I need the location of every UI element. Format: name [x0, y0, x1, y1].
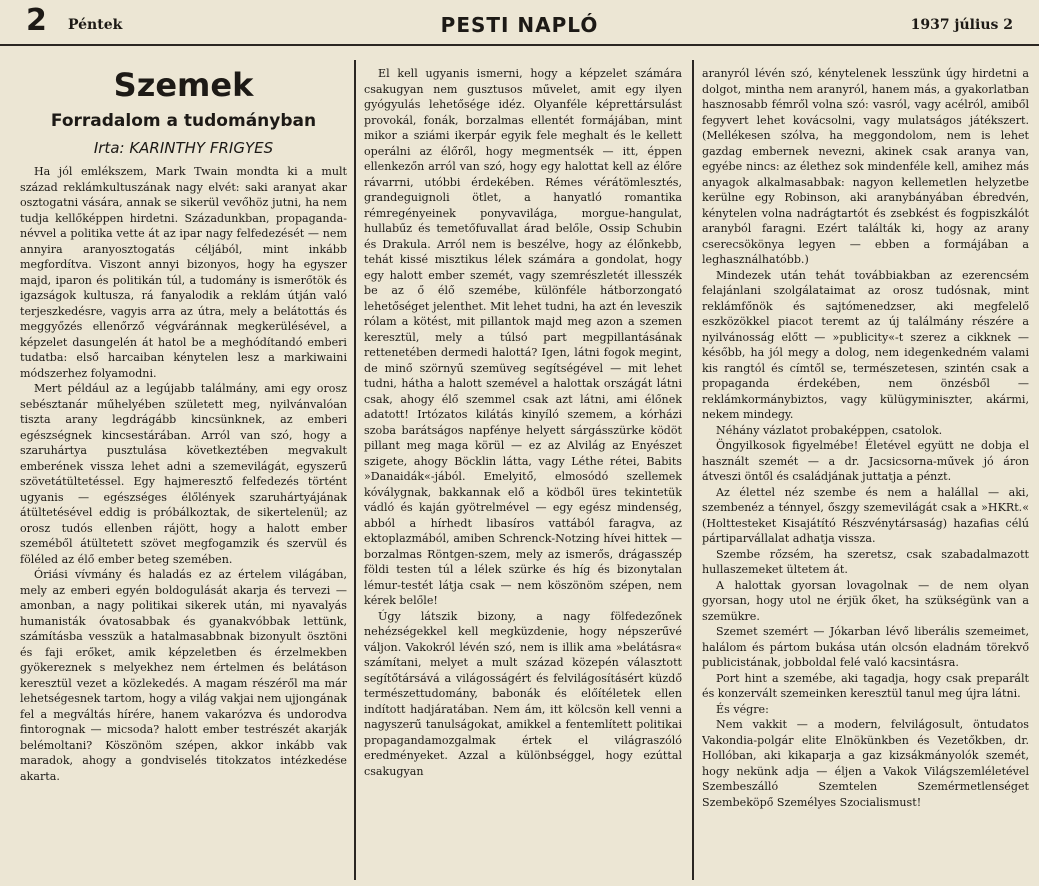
issue-date: 1937 július 2 [910, 17, 1013, 33]
article-subtitle: Forradalom a tudományban [50, 111, 317, 131]
column-rule [354, 60, 356, 880]
paragraph: És végre: [716, 702, 769, 716]
paragraph: Úgy látszik bizony, a nagy fölfedezőnek nehézségekkel kell megküzdenie, hogy népszerűvé váljon. Vakokról lévén szó, nem is illik ama »belátásra« számítani, melyet a mult század közepén választott segítőtársává a világosságért és felvilágosításért küzdő természettudomány, babonák és előítéletek ellen indított hadjáratában. Nem ám, itt kölcsön kell venni a nagyszerű tanulságokat, amikkel a fentemlített politikai propagandamozgalmak értek el világraszóló eredményeket. Azzal a különbséggel, hogy ezúttal csakugyan [364, 609, 682, 778]
weekday: Péntek [68, 17, 123, 33]
paragraph: A halottak gyorsan lovagolnak — de nem olyan gyorsan, hogy utol ne érjük őket, ha szükségünk van a szemükre. [702, 578, 1029, 623]
page-number: 2 [26, 3, 47, 38]
column-3 [702, 66, 1029, 878]
paragraph: Mert például az a legújabb találmány, ami egy orosz sebésztanár műhelyében született meg, nyilvánvalóan tiszta arany legdrágább kincsünknek, az emberi egészségnek kincsestárában. Arról van szó, hogy a szaruhártya pusztulása következtében megvakult emberének vissza lehet adni a szemevilágát, egyszerű szövetátültetéssel. Egy hajmeresztő felfedezés történt ugyanis — egészséges élőlények szaruhártyájának átültetésével eddig is próbálkoztak, de sikertelenül; az orosz tudós ellenben rájött, hogy a halott ember szeméből átültetett szövet megfogamzik és szervül és föléled az élő ember beteg szemében. [20, 382, 347, 566]
column-rule [692, 60, 694, 880]
paragraph: Nem vakkit — a modern, felvilágosult, öntudatos Vakondia-polgár elite Elnökünkben és Vezetőkben, dr. Hollóban, aki kikaparja a gaz kizsákmányolók szemét, hogy nekünk adja — éljen a Vakok Világszemléletével Szembeszálló Szemtelen Szemérmetlenséget Szembeköpő Személyes Szocialismust! [702, 718, 1029, 809]
masthead: PESTI NAPLÓ [440, 13, 599, 37]
article-byline: Irta: KARINTHY FRIGYES [93, 139, 274, 157]
paragraph: aranyról lévén szó, kénytelenek lesszünk úgy hirdetni a dolgot, mintha nem aranyról, hanem más, a gyakorlatban hasznosabb fémről volna szó: vasról, vagy acélról, amiből fegyvert lehet kovácsolni, vagy mulatságos játékszert. (Mellékesen szólva, ha meggondolom, nem is lehet gazdag embernek nevezni, akinek csak aranya van, egyébe nincs: az élethez sok mindenféle kell, amihez más anyagok alkalmasabbak: nagyon kellemetlen helyzetbe kerülne egy Robinson, aki aranybányában ébredvén, kénytelen volna nadrágtartót és zsebkést és fogpiszkálót aranyból faragni. Ezért találták ki, hogy az arany cserecsökönya legyen — ebben a formájában a leghasználhatóbb.) [702, 67, 1029, 266]
paragraph: Mindezek után tehát továbbiakban az ezerencsém felajánlani szolgálataimat az orosz tudósnak, mint reklámfőnök és sajtómenedzser, aki megfelelő eszközökkel piacot teremt az új találmány részére a nyilvánosság előtt — »publicity«-t szerez a cikknek — később, ha jól megy a dolog, nem idegenkedném valami kis rangtól és címtől se, természetesen, szintén csak a propaganda érdekében, nem önzésből — reklámkormánybiztos, vagy külügyminiszter, akármi, nekem mindegy. [702, 268, 1029, 421]
paragraph: Az élettel néz szembe és nem a halállal — aki, szembenéz a ténnyel, őszgy szemevilágát csak a »HKRt.« (Holttesteket Kisajátító Részvénytársaság) hazafias célú pártiparvállalat adhatja vissza. [702, 485, 1029, 545]
paragraph: Néhány vázlatot probaképpen, csatolok. [716, 423, 943, 437]
paragraph: Szembe rőzsém, ha szeretsz, csak szabadalmazott hullaszemeket ültetem át. [702, 547, 1029, 576]
page-header [0, 0, 1039, 46]
column-2 [364, 66, 682, 878]
paragraph: Óriási vívmány és haladás ez az értelem világában, mely az emberi egyén boldogulását akarja és tervezi — amonban, a nagy politikai sikerek után, mi nyavalyás humanisták óvatosabbak és gyanakvóbbak lettünk, számításba vesszük a hatalmasabbnak bizonyult ösztöni és faji erőket, amik képzeletben és érzelmekben gyökereznek s melyekhez nem értelmen és belátáson keresztül vezet a közlekedés. A magam részéről ma már lehetségesnek tartom, hogy a világ vakjai nem ujjongának fel a megváltás hírére, hanem vakarózva és undorodva fintorognak — micsoda? halott ember testrészét akarják belémoltani? Köszönöm szépen, akkor inkább vak maradok, ahogy a gondviselés titokzatos intézkedése akarta. [20, 568, 347, 783]
column-1 [20, 66, 347, 878]
paragraph: Port hint a szemébe, aki tagadja, hogy csak preparált és konzervált szemeinken keresztül tanul meg újra látni. [702, 671, 1029, 700]
paragraph: Öngyilkosok figyelmébe! Életével együtt ne dobja el használt szemét — a dr. Jacsicsorna-művek jó áron átveszi öntől és családjának juttatja a pénzt. [702, 439, 1029, 483]
paragraph: El kell ugyanis ismerni, hogy a képzelet számára csakugyan nem gusztusos művelet, amit egy ilyen gyógyulás lehetősége idéz. Olyanféle képrettársulást provokál, fonák, borzalmas ellentét formájában, mint mikor a sziámi ikerpár egyik fele meghalt és le kellett operálni az élőről, hogy megmentsék — itt, éppen ellenkezőn arról van szó, hogy egy halottat kell az élőre rávarrni, utóbbi érdekében. Rémes vérátömlesztés, grandeguignoli ötlet, a hanyatló romantika rémregényeinek ponyvavilága, morgue-hangulat, hullabűz és temetőfuvallat árad belőle, Ossip Schubin és Drakula. Arról nem is beszélve, hogy az élőnkebb, tehát kissé misztikus lélek számára a gondolat, hogy egy halott ember szemét, vagy szemrészletét illesszék be az ő élő szemébe, különféle hátborzongató lehetőséget jelenthet. Mit lehet tudni, ha azt én leveszik rólam a kötést, mit pillantok majd meg azon a szemen keresztül, mely a túlsó part megpillantásának rettenetében dermedi halottá? Igen, látni fogok megint, de minő szörnyű szemüveg segítségével — mit lehet tudni, hátha a halott szemével a halottak országát látni csak, ahogy élő szemmel csak azt látni, ami élőnek adatott! Irtózatos kilátás kinyíló szemem, a kórházi szoba barátságos napfénye helyett sárgásszürke ködöt pillant meg maga körül — ez az Alvilág az Enyészet szigete, ahogy Böcklin látta, vagy Léthe rétei, Babits »Danaidák«-jából. Emelyitő, elmosódó szellemek kóválygnak, bakkannak elő a ködből üres tekintetük vádló és kaján gyötrelmével — egy egész mindenség, abból a hírhedt libasíros vattából faragva, az ektoplazmából, amiben Schrenck-Notzing hívei hittek — borzalmas Röntgen-szem, mely az ismerős, drágasszép földi testen túl a lélek szürke és híg és bizonytalan lémur-testét látja csak — nem köszönöm szépen, nem kérek belőle! [364, 67, 682, 607]
paragraph: Ha jól emlékszem, Mark Twain mondta ki a mult század reklámkultuszának nagy elvét: saki aranyat akar osztogatni vására, annak se sikerül vevőhöz jutni, ha nem tudja kellőképpen hirdetni. Századunkban, propaganda-névvel a politika vette át az ipar nagy felfedezését — nem annyira aranyosztogatás céljából, mint inkább megfordítva. Viszont annyi bizonyos, hogy ha egyszer majd, iparon és politikán túl, a tudomány is ismerőtök és igazságok kultusza, rá fanyalodik a reklám útján való terjeszkedésre, vagyis arra az útra, mely a belátottás és meggyőzés ellenőrző végváránnak megkerülésével, a képzelet dasungelén át hatol be a meghódítandó emberi tudatba: első harcaiban kénytelen lesz a markiwaini módszerhez folyamodni. [20, 165, 347, 380]
paragraph: Szemet szemért — Jókarban lévő liberális szemeimet, halálom és pártom bukása után olcsón eladnám törekvő publicistának, jobboldal felé való kacsintásra. [702, 625, 1029, 669]
article-title: Szemek [113, 66, 254, 104]
